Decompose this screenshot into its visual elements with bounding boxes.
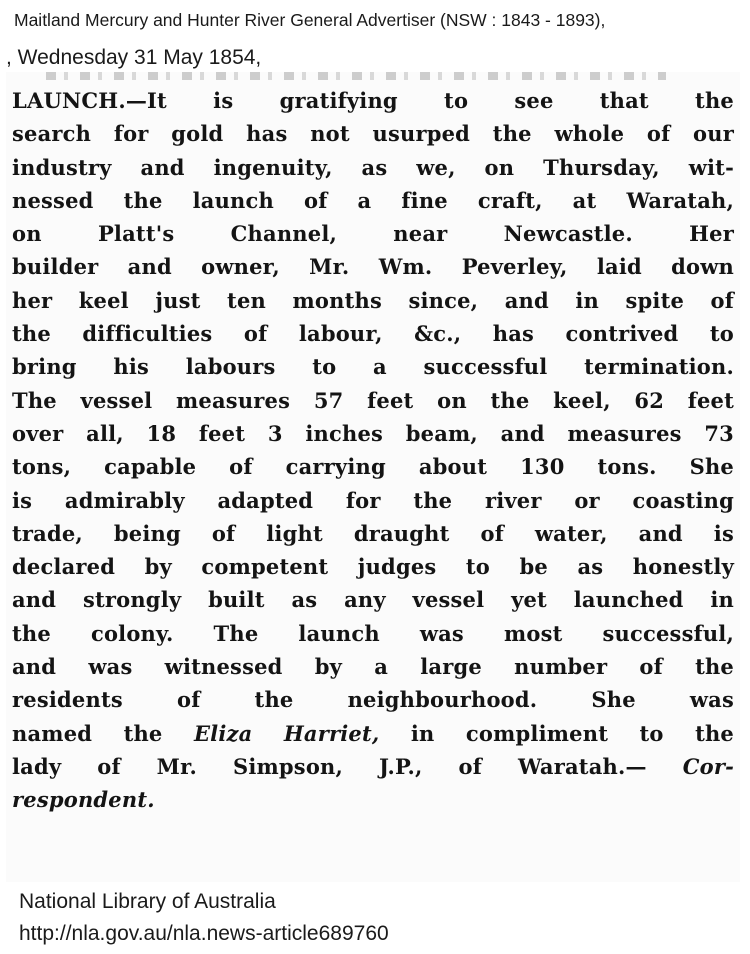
article-text: named the xyxy=(12,720,163,746)
article-url[interactable]: http://nla.gov.au/nla.news-article689760 xyxy=(19,922,389,945)
article-text: in compliment to the xyxy=(410,720,734,746)
article-line: trade, being of light draught of water, and is xyxy=(12,520,734,546)
publication-date: , Wednesday 31 May 1854, xyxy=(6,46,262,69)
article-line-signoff xyxy=(12,750,734,783)
article-line: and strongly built as any vessel yet launched in xyxy=(12,587,734,613)
article-line: tons, capable of carrying about 130 tons. She xyxy=(12,454,734,480)
article-line: over all, 18 feet 3 inches beam, and measures 73 xyxy=(12,420,734,446)
clipping-torn-edge xyxy=(46,72,666,80)
vessel-name: Eliza Harriet, xyxy=(193,720,380,746)
library-credit: National Library of Australia xyxy=(19,890,276,913)
article-line: nessed the launch of a fine craft, at Waratah, xyxy=(12,187,734,213)
newspaper-clipping xyxy=(6,72,740,882)
article-line: LAUNCH.—It is gratifying to see that the xyxy=(12,88,734,113)
article-body xyxy=(12,84,734,817)
article-line: bring his labours to a successful termination. xyxy=(12,354,734,380)
article-text: lady of Mr. Simpson, J.P., of Waratah.— xyxy=(12,753,647,779)
article-line: is admirably adapted for the river or coasting xyxy=(12,487,734,513)
article-line: and was witnessed by a large number of the xyxy=(12,654,734,680)
article-line-vessel xyxy=(12,717,734,750)
correspondent-attribution: Cor- xyxy=(682,753,735,779)
article-line: her keel just ten months since, and in spite of xyxy=(12,287,734,313)
article-line: the difficulties of labour, &c., has contrived to xyxy=(12,321,734,347)
article-line: search for gold has not usurped the whole of our xyxy=(12,121,734,147)
article-line: residents of the neighbourhood. She was xyxy=(12,687,734,713)
publication-title: Maitland Mercury and Hunter River General Advertiser (NSW : 1843 - 1893), xyxy=(14,10,606,30)
article-line: industry and ingenuity, as we, on Thursday, wit- xyxy=(12,154,734,180)
article-line: the colony. The launch was most successful, xyxy=(12,620,734,646)
article-line: The vessel measures 57 feet on the keel, 62 feet xyxy=(12,387,734,413)
article-line: on Platt's Channel, near Newcastle. Her xyxy=(12,221,734,247)
article-line: builder and owner, Mr. Wm. Peverley, laid down xyxy=(12,254,734,280)
article-line: respondent. xyxy=(12,787,155,813)
article-line: declared by competent judges to be as honestly xyxy=(12,554,734,580)
